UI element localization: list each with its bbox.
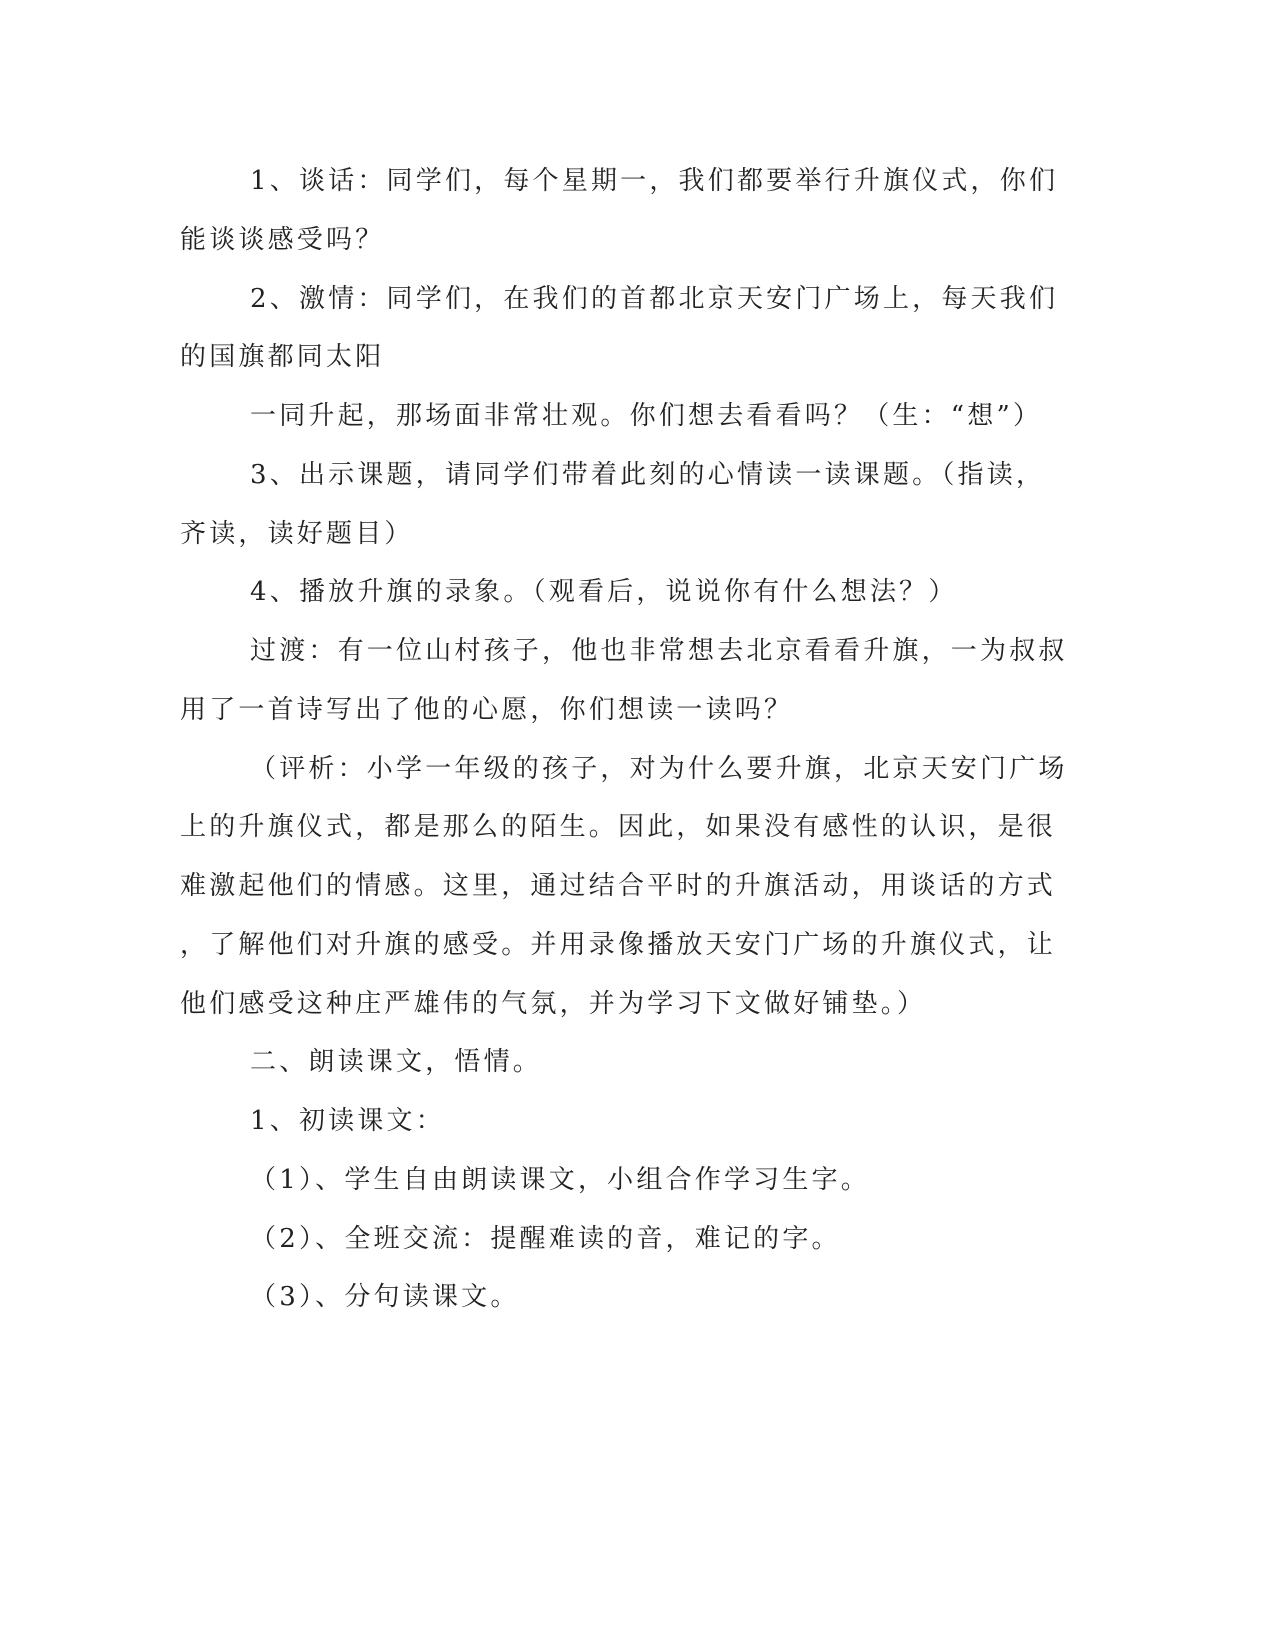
paragraph-4-line-2: 齐读，读好题目）	[180, 519, 414, 549]
paragraph-2-line-1: 2、激情：同学们，在我们的首都北京天安门广场上，每天我们	[250, 284, 1059, 314]
paragraph-8-line-1: 1、初读课文：	[250, 1106, 445, 1136]
paragraph-7-line-5: 他们感受这种庄严雄伟的气氛，并为学习下文做好铺垫。）	[180, 989, 927, 1019]
paragraph-7-line-2: 上的升旗仪式，都是那么的陌生。因此，如果没有感性的认识，是很	[180, 812, 1057, 842]
paragraph-1-line-2: 能谈谈感受吗？	[180, 225, 385, 255]
section-heading: 二、朗读课文，悟情。	[250, 1047, 543, 1077]
paragraph-7-line-4: ，了解他们对升旗的感受。并用录像播放天安门广场的升旗仪式，让	[180, 930, 1057, 960]
paragraph-3-line-1: 一同升起，那场面非常壮观。你们想去看看吗？（生：“想”）	[250, 401, 1043, 431]
list-item-2: （2）、全班交流：提醒难读的音，难记的字。	[250, 1224, 841, 1254]
paragraph-6-line-2: 用了一首诗写出了他的心愿，你们想读一读吗？	[180, 695, 794, 725]
paragraph-5-line-1: 4、播放升旗的录象。（观看后，说说你有什么想法？）	[250, 577, 958, 607]
paragraph-4-line-1: 3、出示课题，请同学们带着此刻的心情读一读课题。（指读，	[250, 460, 1046, 490]
list-item-1: （1）、学生自由朗读课文，小组合作学习生字。	[250, 1165, 870, 1195]
paragraph-2-line-2: 的国旗都同太阳	[180, 342, 385, 372]
paragraph-7-line-3: 难激起他们的情感。这里，通过结合平时的升旗活动，用谈话的方式	[180, 871, 1057, 901]
paragraph-7-line-1: （评析：小学一年级的孩子，对为什么要升旗，北京天安门广场	[250, 754, 1068, 784]
paragraph-1-line-1: 1、谈话：同学们，每个星期一，我们都要举行升旗仪式，你们	[250, 166, 1059, 196]
list-item-3: （3）、分句读课文。	[250, 1282, 520, 1312]
paragraph-6-line-1: 过渡：有一位山村孩子，他也非常想去北京看看升旗，一为叔叔	[250, 636, 1068, 666]
